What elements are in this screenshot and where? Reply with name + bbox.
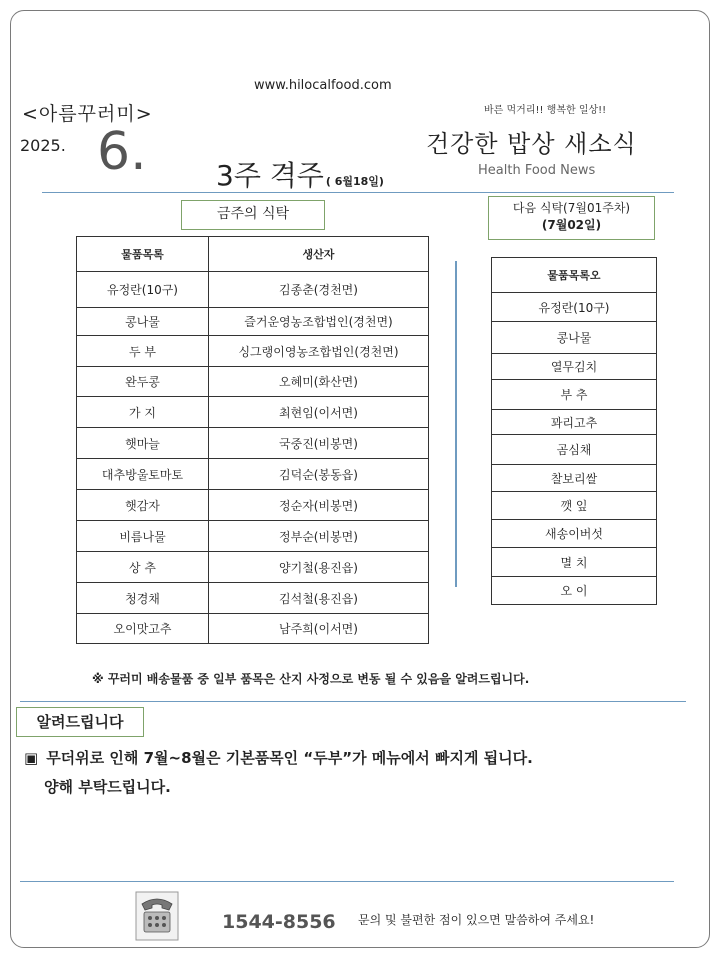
next-item-cell: 깻 잎 bbox=[492, 492, 657, 520]
notice-divider bbox=[20, 701, 686, 702]
table-row bbox=[77, 367, 429, 397]
producer-cell: 오혜미(화산면) bbox=[209, 367, 429, 397]
producer-cell: 정순자(비봉면) bbox=[209, 490, 429, 521]
week-title bbox=[216, 154, 384, 194]
next-item-cell: 오 이 bbox=[492, 577, 657, 605]
announcement-text bbox=[24, 744, 533, 802]
month: 6. bbox=[97, 122, 147, 182]
footer-divider bbox=[20, 881, 674, 882]
table-row bbox=[77, 428, 429, 459]
list-item bbox=[492, 435, 657, 465]
item-cell: 햇마늘 bbox=[77, 428, 209, 459]
next-item-cell: 곰심채 bbox=[492, 435, 657, 465]
this-week-table bbox=[76, 236, 429, 644]
table-row bbox=[77, 521, 429, 552]
website-url[interactable]: www.hilocalfood.com bbox=[254, 78, 392, 93]
next-item-cell: 콩나물 bbox=[492, 322, 657, 354]
item-cell: 햇감자 bbox=[77, 490, 209, 521]
item-cell: 비름나물 bbox=[77, 521, 209, 552]
announcement-label: 알려드립니다 bbox=[16, 707, 144, 737]
this-week-label: 금주의 식탁 bbox=[181, 200, 325, 230]
list-item bbox=[492, 293, 657, 322]
next-item-cell: 꽈리고추 bbox=[492, 410, 657, 435]
list-item bbox=[492, 492, 657, 520]
bullet-icon: ▣ bbox=[24, 749, 39, 767]
producer-cell: 정부순(비봉면) bbox=[209, 521, 429, 552]
producer-cell: 즐거운영농조합법인(경천면) bbox=[209, 308, 429, 336]
producer-cell: 국중진(비봉면) bbox=[209, 428, 429, 459]
announcement-line2: 양해 부탁드립니다. bbox=[44, 778, 171, 796]
producer-cell: 싱그랭이영농조합법인(경천면) bbox=[209, 336, 429, 367]
item-cell: 대추방울토마토 bbox=[77, 459, 209, 490]
producer-cell: 김덕순(봉동읍) bbox=[209, 459, 429, 490]
table-row bbox=[77, 397, 429, 428]
next-week-label-line2: (7월02일) bbox=[541, 218, 602, 232]
table-row bbox=[77, 614, 429, 644]
list-item bbox=[492, 465, 657, 492]
table-row bbox=[77, 308, 429, 336]
producer-cell: 남주희(이서면) bbox=[209, 614, 429, 644]
producer-cell: 김석철(용진읍) bbox=[209, 583, 429, 614]
next-item-cell: 찰보리쌀 bbox=[492, 465, 657, 492]
table-row bbox=[77, 459, 429, 490]
header-divider bbox=[42, 192, 674, 193]
year: 2025. bbox=[20, 136, 66, 155]
item-cell: 가 지 bbox=[77, 397, 209, 428]
next-item-cell: 부 추 bbox=[492, 380, 657, 410]
producer-cell: 양기철(용진읍) bbox=[209, 552, 429, 583]
table-row bbox=[77, 552, 429, 583]
list-item bbox=[492, 577, 657, 605]
list-item bbox=[492, 354, 657, 380]
item-cell: 오이맛고추 bbox=[77, 614, 209, 644]
next-table-header: 물품목록오 bbox=[492, 258, 657, 293]
news-title: 건강한 밥상 새소식 bbox=[426, 130, 637, 158]
list-item bbox=[492, 548, 657, 577]
table-header-producer: 생산자 bbox=[209, 237, 429, 272]
supply-notice: ※ 꾸러미 배송물품 중 일부 품목은 산지 사정으로 변동 될 수 있음을 알려드립니다. bbox=[92, 672, 530, 686]
brand-name: <아름꾸러미> bbox=[22, 103, 153, 125]
next-week-label-line1: 다음 식탁(7월01주차) bbox=[512, 201, 631, 215]
item-cell: 완두콩 bbox=[77, 367, 209, 397]
item-cell: 콩나물 bbox=[77, 308, 209, 336]
next-item-cell: 멸 치 bbox=[492, 548, 657, 577]
table-row bbox=[77, 272, 429, 308]
week-label: 3주 격주 bbox=[216, 159, 324, 192]
list-item bbox=[492, 410, 657, 435]
item-cell: 유정란(10구) bbox=[77, 272, 209, 308]
phone-number[interactable]: 1544-8556 bbox=[222, 911, 336, 933]
table-row bbox=[77, 336, 429, 367]
announcement-line1: 무더위로 인해 7월~8월은 기본품목인 “두부”가 메뉴에서 빠지게 됩니다. bbox=[46, 749, 533, 767]
list-item bbox=[492, 520, 657, 548]
news-subtitle: Health Food News bbox=[478, 163, 596, 178]
table-row bbox=[77, 490, 429, 521]
footer-message: 문의 및 불편한 점이 있으면 말씀하여 주세요! bbox=[358, 913, 595, 927]
column-divider bbox=[455, 261, 457, 587]
list-item bbox=[492, 380, 657, 410]
producer-cell: 김종춘(경천면) bbox=[209, 272, 429, 308]
next-item-cell: 새송이버섯 bbox=[492, 520, 657, 548]
item-cell: 상 추 bbox=[77, 552, 209, 583]
next-week-table bbox=[491, 257, 657, 605]
item-cell: 두 부 bbox=[77, 336, 209, 367]
next-item-cell: 열무김치 bbox=[492, 354, 657, 380]
slogan: 바른 먹거리!! 행복한 일상!! bbox=[484, 105, 607, 116]
table-row bbox=[77, 583, 429, 614]
telephone-icon bbox=[134, 888, 180, 942]
producer-cell: 최현임(이서면) bbox=[209, 397, 429, 428]
week-date: ( 6월18일) bbox=[325, 175, 384, 188]
table-header-item: 물품목록 bbox=[77, 237, 209, 272]
next-item-cell: 유정란(10구) bbox=[492, 293, 657, 322]
item-cell: 청경채 bbox=[77, 583, 209, 614]
next-week-label bbox=[488, 196, 655, 240]
list-item bbox=[492, 322, 657, 354]
